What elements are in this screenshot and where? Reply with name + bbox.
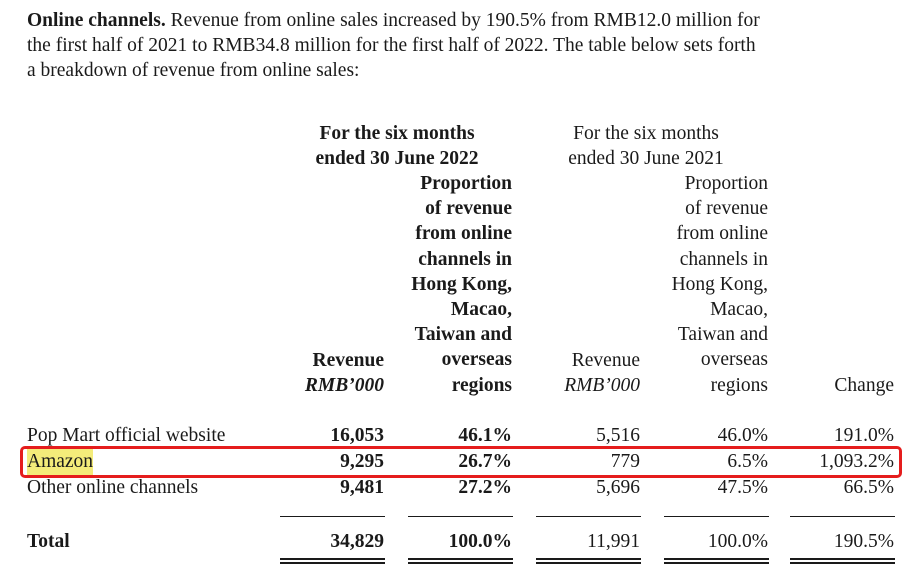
proportion-header-line: from online: [676, 223, 768, 245]
revenue-2022-header: Revenue RMB’000: [304, 350, 384, 397]
proportion-2021-cell: 47.5%: [717, 477, 768, 498]
row-label: Amazon: [27, 449, 93, 475]
row-label: Pop Mart official website: [27, 425, 226, 446]
total-proportion-2021: 100.0%: [707, 531, 768, 552]
proportion-header-line: regions: [710, 374, 768, 396]
revenue-2021-cell: 779: [610, 451, 640, 472]
paragraph-line-1: Revenue from online sales increased by 190.5% from RMB12.0 million for: [165, 10, 760, 31]
proportion-header-line: of revenue: [425, 198, 512, 220]
revenue-2021-cell: 5,516: [596, 425, 640, 446]
rule: [536, 516, 641, 517]
revenue-2021-header: Revenue RMB’000: [564, 350, 640, 397]
total-proportion-2022: 100.0%: [448, 531, 512, 552]
proportion-header-line: regions: [451, 374, 512, 396]
proportion-header-line: Hong Kong,: [411, 273, 512, 295]
proportion-header-line: Proportion: [420, 173, 512, 194]
proportion-2022-header: [380, 171, 512, 398]
proportion-header-line: Proportion: [684, 173, 768, 194]
rule: [280, 516, 385, 517]
double-rule: [664, 558, 769, 560]
proportion-header-line: overseas: [700, 349, 768, 371]
revenue-2022-cell: 9,481: [340, 477, 384, 498]
proportion-header-line: from online: [415, 223, 512, 245]
change-cell: 66.5%: [843, 477, 894, 498]
rule: [790, 516, 895, 517]
proportion-header-line: Taiwan and: [677, 324, 768, 346]
double-rule: [790, 562, 895, 564]
double-rule: [536, 562, 641, 564]
proportion-2021-header: [636, 171, 768, 398]
proportion-2022-cell: 46.1%: [458, 425, 512, 446]
proportion-header-line: channels in: [418, 248, 512, 270]
intro-paragraph: [27, 8, 897, 83]
change-cell: 191.0%: [833, 425, 894, 446]
period-2022-header: For the six months ended 30 June 2022: [315, 123, 479, 170]
revenue-2021-cell: 5,696: [596, 477, 640, 498]
row-label: Other online channels: [27, 477, 199, 498]
highlight-box: [20, 446, 902, 478]
change-cell: 1,093.2%: [819, 451, 894, 472]
proportion-header-line: overseas: [441, 349, 512, 371]
proportion-2021-cell: 6.5%: [727, 451, 768, 472]
rule: [664, 516, 769, 517]
table-row: [27, 475, 897, 501]
proportion-2021-cell: 46.0%: [717, 425, 768, 446]
double-rule: [664, 562, 769, 564]
revenue-2022-cell: 16,053: [330, 425, 384, 446]
proportion-header-line: Macao,: [450, 299, 512, 321]
double-rule: [408, 562, 513, 564]
proportion-2022-cell: 26.7%: [458, 451, 512, 472]
rule: [408, 516, 513, 517]
change-header: Change: [834, 375, 894, 396]
proportion-2022-cell: 27.2%: [458, 477, 512, 498]
proportion-header-line: Macao,: [710, 299, 768, 321]
paragraph-line-2: the first half of 2021 to RMB34.8 million for the first half of 2022. The table below sets forth: [27, 35, 756, 56]
double-rule: [408, 558, 513, 560]
double-rule: [280, 558, 385, 560]
period-2021-header: For the six months ended 30 June 2021: [568, 123, 724, 170]
total-label: Total: [27, 531, 70, 552]
paragraph-line-3: a breakdown of revenue from online sales:: [27, 60, 360, 81]
revenue-2022-cell: 9,295: [340, 451, 384, 472]
double-rule: [536, 558, 641, 560]
proportion-header-line: Hong Kong,: [671, 273, 768, 295]
proportion-header-line: Taiwan and: [414, 324, 512, 346]
section-heading: Online channels.: [27, 10, 166, 31]
total-row: [27, 529, 897, 555]
total-revenue-2022: 34,829: [330, 531, 384, 552]
proportion-header-line: channels in: [679, 248, 768, 270]
total-change: 190.5%: [833, 531, 894, 552]
total-revenue-2021: 11,991: [587, 531, 640, 552]
double-rule: [790, 558, 895, 560]
proportion-header-line: of revenue: [685, 198, 768, 220]
double-rule: [280, 562, 385, 564]
